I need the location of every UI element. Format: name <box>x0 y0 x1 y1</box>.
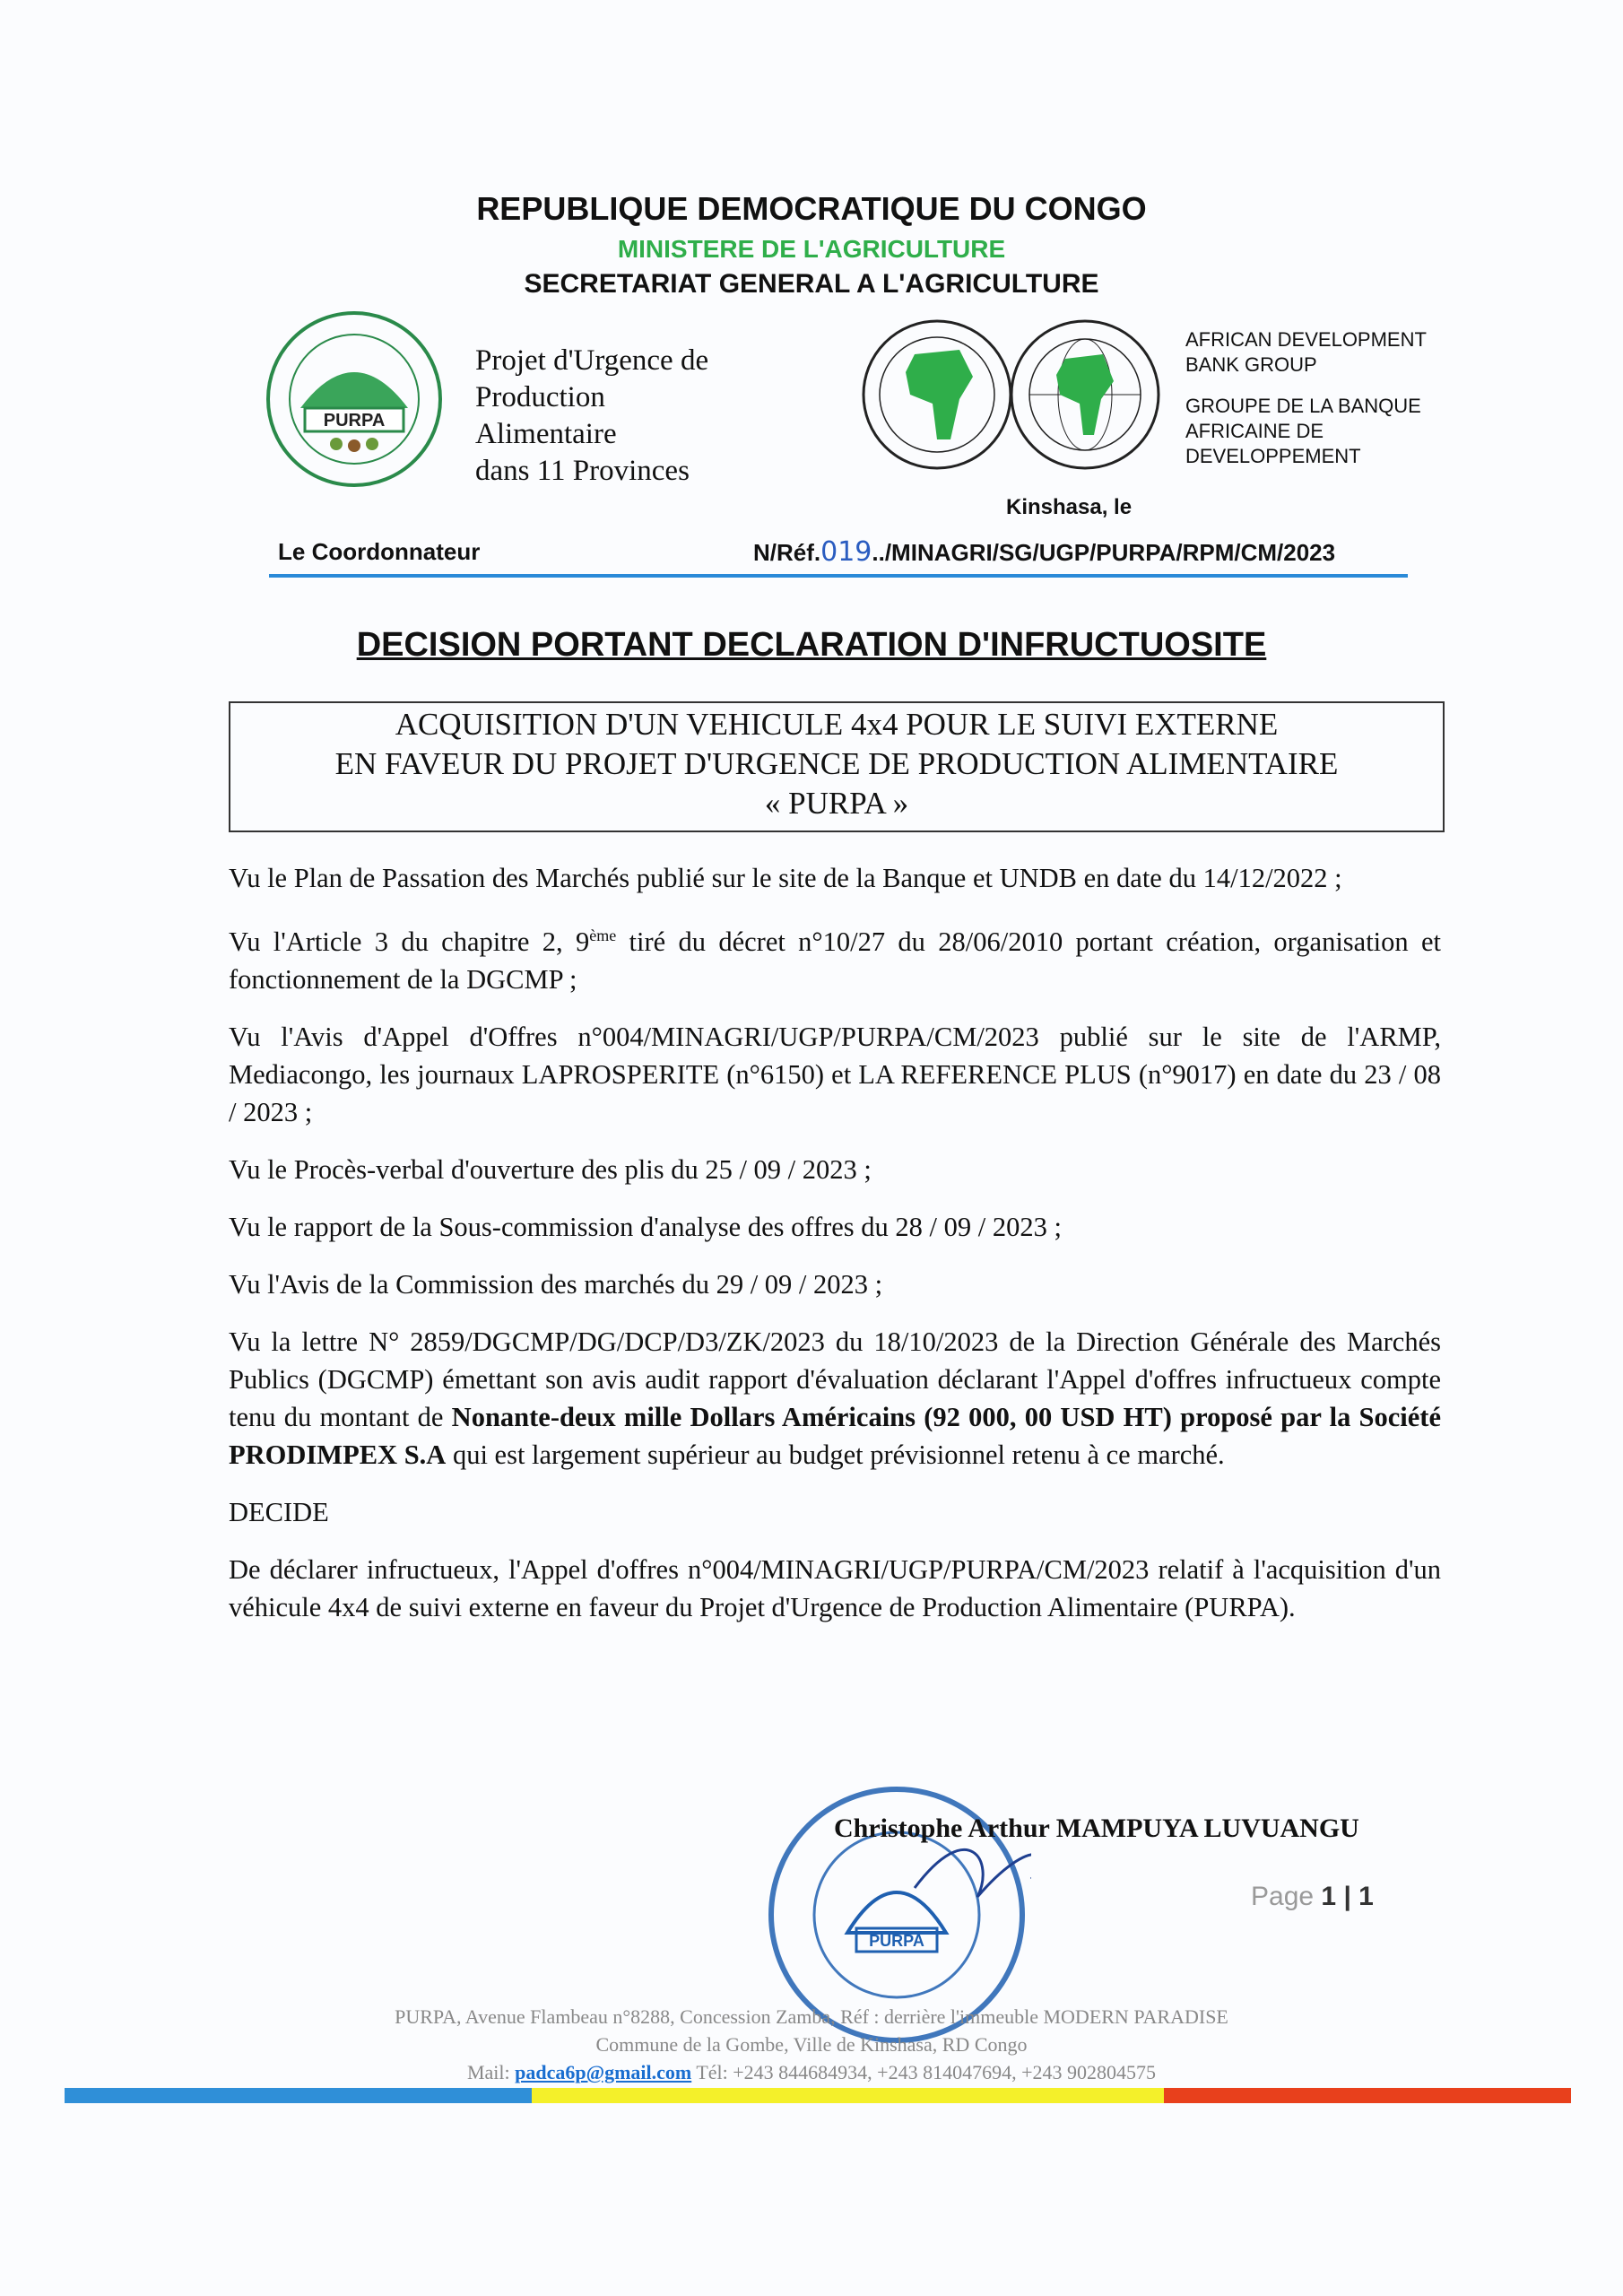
text: tiré du décret n°10/27 du 28/06/2010 portant création, organisation et fonctionnement de la DGCMP ; <box>229 926 1441 996</box>
bold-amount: Nonante-deux mille Dollars Américains (92 000, 00 USD HT) proposé par la Société PRODIMPEX S.A <box>229 1402 1441 1471</box>
paragraph <box>229 917 1441 998</box>
svg-text:PURPA: PURPA <box>869 1932 924 1950</box>
paragraph <box>229 1323 1441 1474</box>
text: Vu la lettre N° 2859/DGCMP/DG/DCP/D3/ZK/2023 du 18/10/2023 de la Direction Générale des Marchés Publics (DGCMP) émettant son avis audit rapport d'évaluation déclarant l'Appel d'offres infructueux compte tenu du montant de <box>229 1326 1441 1433</box>
afdb-text-line: AFRICAINE DE <box>1185 420 1324 442</box>
superscript: ème <box>589 926 617 944</box>
ref-handwritten-number: 019 <box>820 536 872 568</box>
signatory-title: Le Coordonnateur <box>278 538 481 565</box>
subject-line: EN FAVEUR DU PROJET D'URGENCE DE PRODUCTION ALIMENTAIRE <box>334 746 1339 781</box>
purpa-logo <box>265 309 444 489</box>
decide-heading: DECIDE <box>229 1497 329 1528</box>
paragraph: Vu le Plan de Passation des Marchés publié sur le site de la Banque et UNDB en date du 14/12/2022 ; <box>229 863 1342 893</box>
subject-line: ACQUISITION D'UN VEHICULE 4x4 POUR LE SUIVI EXTERNE <box>395 707 1279 742</box>
paragraph: Vu le rapport de la Sous-commission d'analyse des offres du 28 / 09 / 2023 ; <box>229 1212 1062 1243</box>
paragraph: Vu le Procès-verbal d'ouverture des plis du 25 / 09 / 2023 ; <box>229 1154 872 1186</box>
footer-contact <box>0 2058 1623 2086</box>
subject-line: « PURPA » <box>764 786 909 821</box>
reference-number <box>753 536 1335 568</box>
mail-label: Mail: <box>466 2061 516 2083</box>
signer-name: Christophe Arthur MAMPUYA LUVUANGU <box>834 1813 1359 1843</box>
flag-yellow-segment <box>532 2088 1165 2103</box>
secretariat-header: SECRETARIAT GENERAL A L'AGRICULTURE <box>524 269 1099 299</box>
flag-red-segment <box>1164 2088 1571 2103</box>
footer-address: PURPA, Avenue Flambeau n°8288, Concession Zamba, Réf : derrière l'immeuble MODERN PARADISE <box>395 2005 1228 2028</box>
text: Vu l'Article 3 du chapitre 2, 9 <box>229 926 590 958</box>
afdb-group-text <box>1185 327 1427 469</box>
phone-numbers: Tél: +243 844684934, +243 814047694, +243 902804575 <box>691 2061 1156 2083</box>
footer-commune: Commune de la Gombe, Ville de Kinshasa, RD Congo <box>595 2033 1028 2056</box>
email-link[interactable]: padca6p@gmail.com <box>515 2061 692 2083</box>
afdb-text-line: BANK GROUP <box>1185 353 1317 376</box>
afdb-logo <box>861 314 1166 475</box>
footer <box>0 2003 1623 2086</box>
subject-box <box>229 701 1445 832</box>
project-name-line: Alimentaire <box>475 418 617 450</box>
ref-suffix: ../MINAGRI/SG/UGP/PURPA/RPM/CM/2023 <box>872 539 1336 566</box>
afdb-text-line: AFRICAN DEVELOPMENT <box>1185 328 1427 351</box>
svg-text:PURPA: PURPA <box>323 411 386 430</box>
afdb-text-line: DEVELOPPEMENT <box>1185 445 1361 467</box>
paragraph: Vu l'Avis d'Appel d'Offres n°004/MINAGRI/UGP/PURPA/CM/2023 publié sur le site de l'ARMP, Mediacongo, les journaux LAPROSPERITE (n°6150) et LA REFERENCE PLUS (n°9017) en date du 23 / 08 / 2023 ; <box>229 1022 1441 1128</box>
flag-blue-segment <box>65 2088 532 2103</box>
afdb-text-line: GROUPE DE LA BANQUE <box>1185 395 1421 417</box>
project-name-line: Production <box>475 381 605 413</box>
page-value: 1 | 1 <box>1321 1882 1374 1911</box>
place-date: Kinshasa, le <box>1006 495 1133 519</box>
document-body <box>229 859 1441 1646</box>
country-header: REPUBLIQUE DEMOCRATIQUE DU CONGO <box>476 190 1147 227</box>
project-name-line: dans 11 Provinces <box>475 455 690 487</box>
text: qui est largement supérieur au budget prévisionnel retenu à ce marché. <box>446 1439 1225 1471</box>
page-label: Page <box>1251 1882 1315 1911</box>
project-name <box>475 343 708 490</box>
ref-prefix: N/Réf. <box>753 539 821 566</box>
ministry-header: MINISTERE DE L'AGRICULTURE <box>617 235 1006 263</box>
paragraph: Vu l'Avis de la Commission des marchés du 29 / 09 / 2023 ; <box>229 1269 883 1300</box>
paragraph: De déclarer infructueux, l'Appel d'offres n°004/MINAGRI/UGP/PURPA/CM/2023 relatif à l'acquisition d'un véhicule 4x4 de suivi externe en faveur du Projet d'Urgence de Production Alimentaire (PURPA). <box>229 1554 1441 1623</box>
flag-color-bar <box>65 2088 1571 2103</box>
page-number <box>1251 1882 1374 1912</box>
project-name-line: Projet d'Urgence de <box>475 344 709 377</box>
header-divider <box>269 574 1408 578</box>
document-title: DECISION PORTANT DECLARATION D'INFRUCTUOSITE <box>356 626 1267 664</box>
